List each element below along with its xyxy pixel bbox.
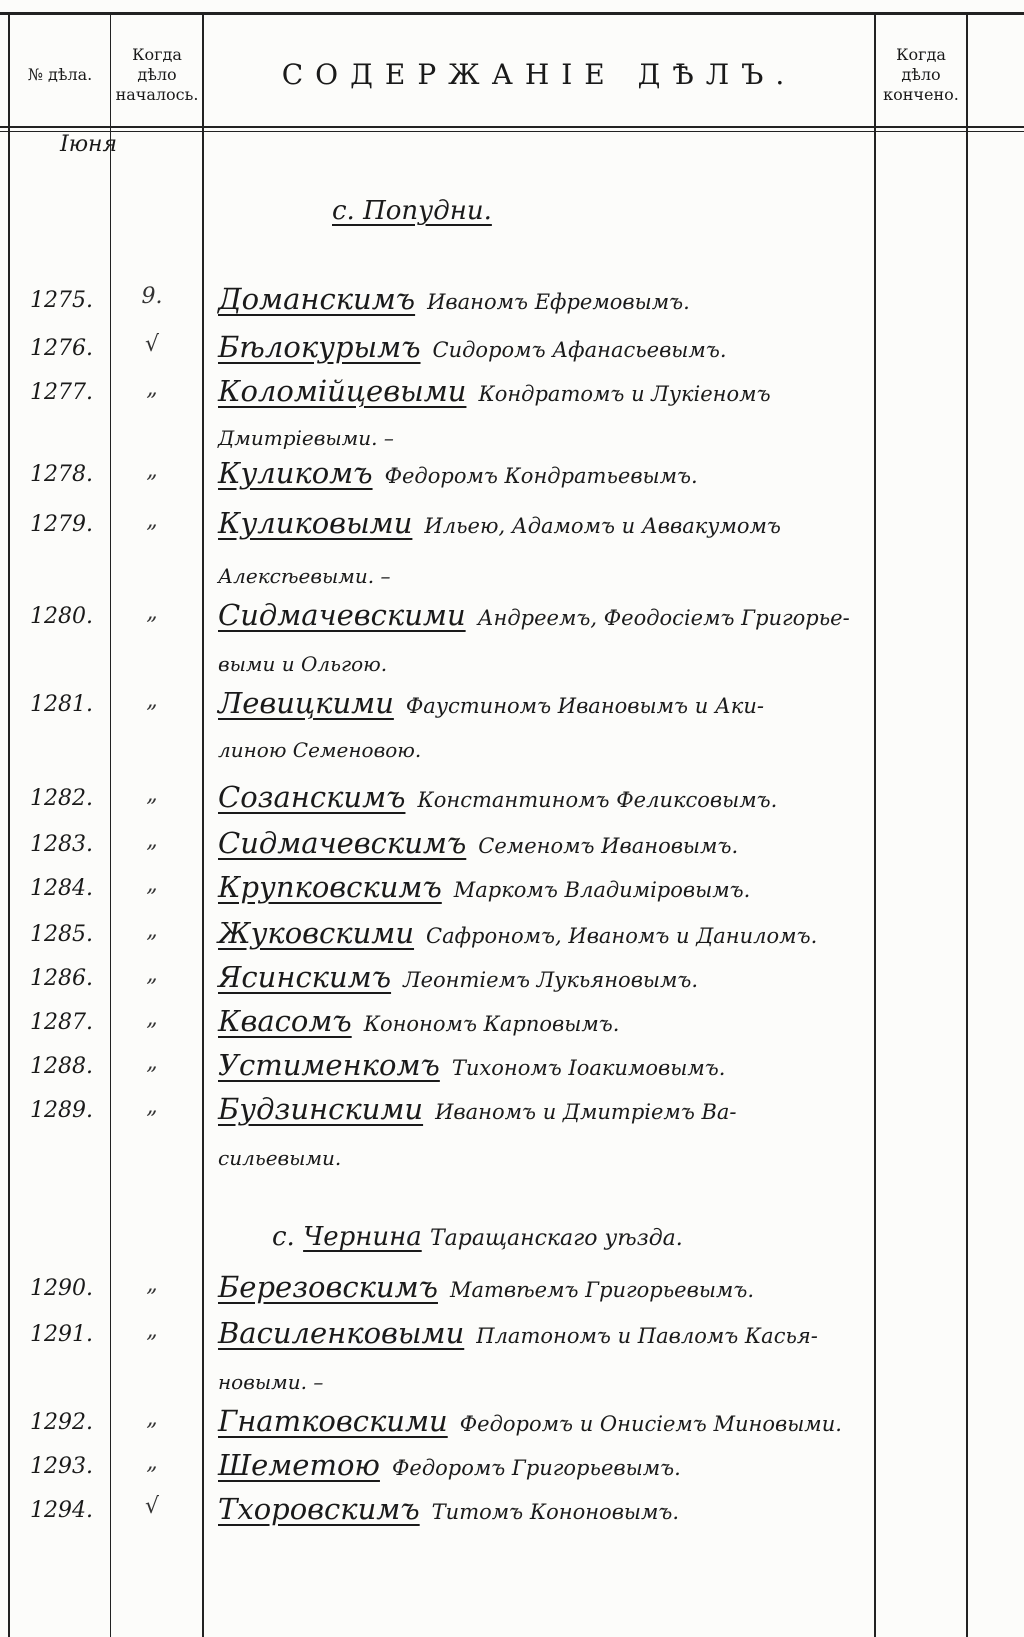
entry-line [218,598,850,632]
given-names: Федоромъ Григорьевымъ. [391,1456,681,1480]
start-mark: „ [146,962,158,987]
start-mark: „ [146,376,158,401]
surname: Квасомъ [218,1004,352,1038]
case-number: 1290. [30,1276,93,1301]
case-number: 1294. [30,1498,93,1523]
header-number: № дѣла. [27,65,93,84]
case-number: 1283. [30,832,93,857]
entry-continuation [218,738,421,762]
case-number: 1289. [30,1098,93,1123]
surname: Сидмачевскимъ [218,826,467,860]
given-names: Алексѣевыми. – [218,564,391,588]
case-number: 1276. [30,336,93,361]
given-names: Ильею, Адамомъ и Аввакумомъ [424,514,781,538]
case-number: 1281. [30,692,93,717]
given-names: Кондратомъ и Лукіеномъ [478,382,771,406]
surname: Коломійцевыми [218,374,467,408]
case-number: 1287. [30,1010,93,1035]
start-mark: „ [146,508,158,533]
start-mark: „ [146,918,158,943]
entry-line [218,282,690,316]
column-divider-2 [202,12,204,1637]
month-label: Іюня [60,132,118,157]
start-mark: „ [146,872,158,897]
case-number: 1285. [30,922,93,947]
case-number: 1284. [30,876,93,901]
start-mark: √ [144,332,160,357]
case-number: 1292. [30,1410,93,1435]
given-names: Маркомъ Владиміровымъ. [453,878,751,902]
column-divider-1 [110,12,111,1637]
header-began: Когда дѣло началось. [115,45,199,104]
given-names: линою Семеновою. [218,738,422,762]
surname: Куликомъ [218,456,373,490]
surname: Куликовыми [218,506,413,540]
entry-line [218,916,817,950]
start-mark: „ [146,1406,158,1431]
entry-line [218,1004,619,1038]
entry-line [218,960,698,994]
surname: Тхоровскимъ [218,1492,420,1526]
surname: Березовскимъ [218,1270,438,1304]
left-border [8,12,10,1637]
case-number: 1282. [30,786,93,811]
case-number: 1286. [30,966,93,991]
given-names: Федоромъ Кондратьевымъ. [384,464,698,488]
given-names: Иваномъ и Дмитріемъ Ва- [435,1100,737,1124]
start-mark: „ [146,782,158,807]
start-mark: „ [146,1272,158,1297]
surname: Устименкомъ [218,1048,440,1082]
given-names: Леонтіемъ Лукьяновымъ. [403,968,699,992]
given-names: Конономъ Карповымъ. [363,1012,620,1036]
entry-line [218,1448,681,1482]
village-heading-1 [332,196,492,226]
entry-line [218,870,750,904]
village-name: с. Попудни. [332,196,492,226]
entry-continuation [218,652,387,676]
start-mark: 9. [141,284,163,309]
entry-line [218,330,727,364]
surname: Будзинскими [218,1092,424,1126]
entry-continuation [218,1146,341,1170]
surname: Левицкими [218,686,394,720]
header-content: СОДЕРЖАНІЕ ДѢЛЪ. [281,58,797,91]
entry-line [218,826,738,860]
case-number: 1278. [30,462,93,487]
given-names: Семеномъ Ивановымъ. [478,834,739,858]
surname: Шеметою [218,1448,380,1482]
given-names: Иваномъ Ефремовымъ. [427,290,690,314]
given-names: Сидоромъ Афанасьевымъ. [432,338,727,362]
start-mark: √ [144,1494,160,1519]
surname: Сидмачевскими [218,598,466,632]
given-names: Тихономъ Іоакимовымъ. [451,1056,726,1080]
entry-continuation [218,426,394,450]
entry-line [218,1404,842,1438]
entry-line [218,374,771,408]
start-mark: „ [146,1318,158,1343]
column-divider-3 [874,12,876,1637]
start-mark: „ [146,828,158,853]
given-names: Константиномъ Феликсовымъ. [417,788,778,812]
start-mark: „ [146,688,158,713]
surname: Ясинскимъ [218,960,392,994]
case-number: 1288. [30,1054,93,1079]
entry-line [218,1092,737,1126]
given-names: Сафрономъ, Иваномъ и Даниломъ. [426,924,818,948]
header-rule [0,126,1024,128]
case-number: 1280. [30,604,93,629]
given-names: Федоромъ и Онисіемъ Миновыми. [459,1412,842,1436]
start-mark: „ [146,1050,158,1075]
given-names: Титомъ Кононовымъ. [431,1500,680,1524]
surname: Созанскимъ [218,780,406,814]
given-names: Дмитріевыми. – [218,426,394,450]
case-number: 1293. [30,1454,93,1479]
given-names: Фаустиномъ Ивановымъ и Аки- [405,694,764,718]
village-district: Таращанскаго уѣзда. [429,1226,683,1251]
surname: Доманскимъ [218,282,416,316]
entry-line [218,1048,725,1082]
entry-line [218,780,777,814]
entry-continuation [218,564,390,588]
entry-continuation [218,1370,323,1394]
given-names: Платономъ и Павломъ Касья- [476,1324,818,1348]
entry-line [218,1270,754,1304]
case-number: 1275. [30,288,93,313]
surname: Крупковскимъ [218,870,442,904]
entry-line [218,1492,679,1526]
entry-line [218,686,764,720]
given-names: выми и Ольгою. [218,652,388,676]
start-mark: „ [146,458,158,483]
start-mark: „ [146,1094,158,1119]
header-rule-thin [0,131,1024,132]
start-mark: „ [146,1006,158,1031]
surname: Бѣлокурымъ [218,330,421,364]
case-number: 1279. [30,512,93,537]
village-name: Чернина [303,1222,422,1252]
given-names: Андреемъ, Феодосіемъ Григорье- [477,606,850,630]
entry-line [218,506,781,540]
village-heading-2 [272,1222,683,1252]
given-names: новыми. – [218,1370,324,1394]
surname: Жуковскими [218,916,415,950]
entry-line [218,456,698,490]
right-border [966,12,968,1637]
case-number: 1277. [30,380,93,405]
case-number: 1291. [30,1322,93,1347]
village-prefix: с. [272,1222,295,1252]
top-rule [0,12,1024,15]
given-names: сильевыми. [218,1146,342,1170]
header-ended: Когда дѣло кончено. [883,45,959,104]
surname: Гнатковскими [218,1404,448,1438]
surname: Василенковыми [218,1316,465,1350]
given-names: Матвѣемъ Григорьевымъ. [449,1278,755,1302]
start-mark: „ [146,600,158,625]
entry-line [218,1316,818,1350]
start-mark: „ [146,1450,158,1475]
